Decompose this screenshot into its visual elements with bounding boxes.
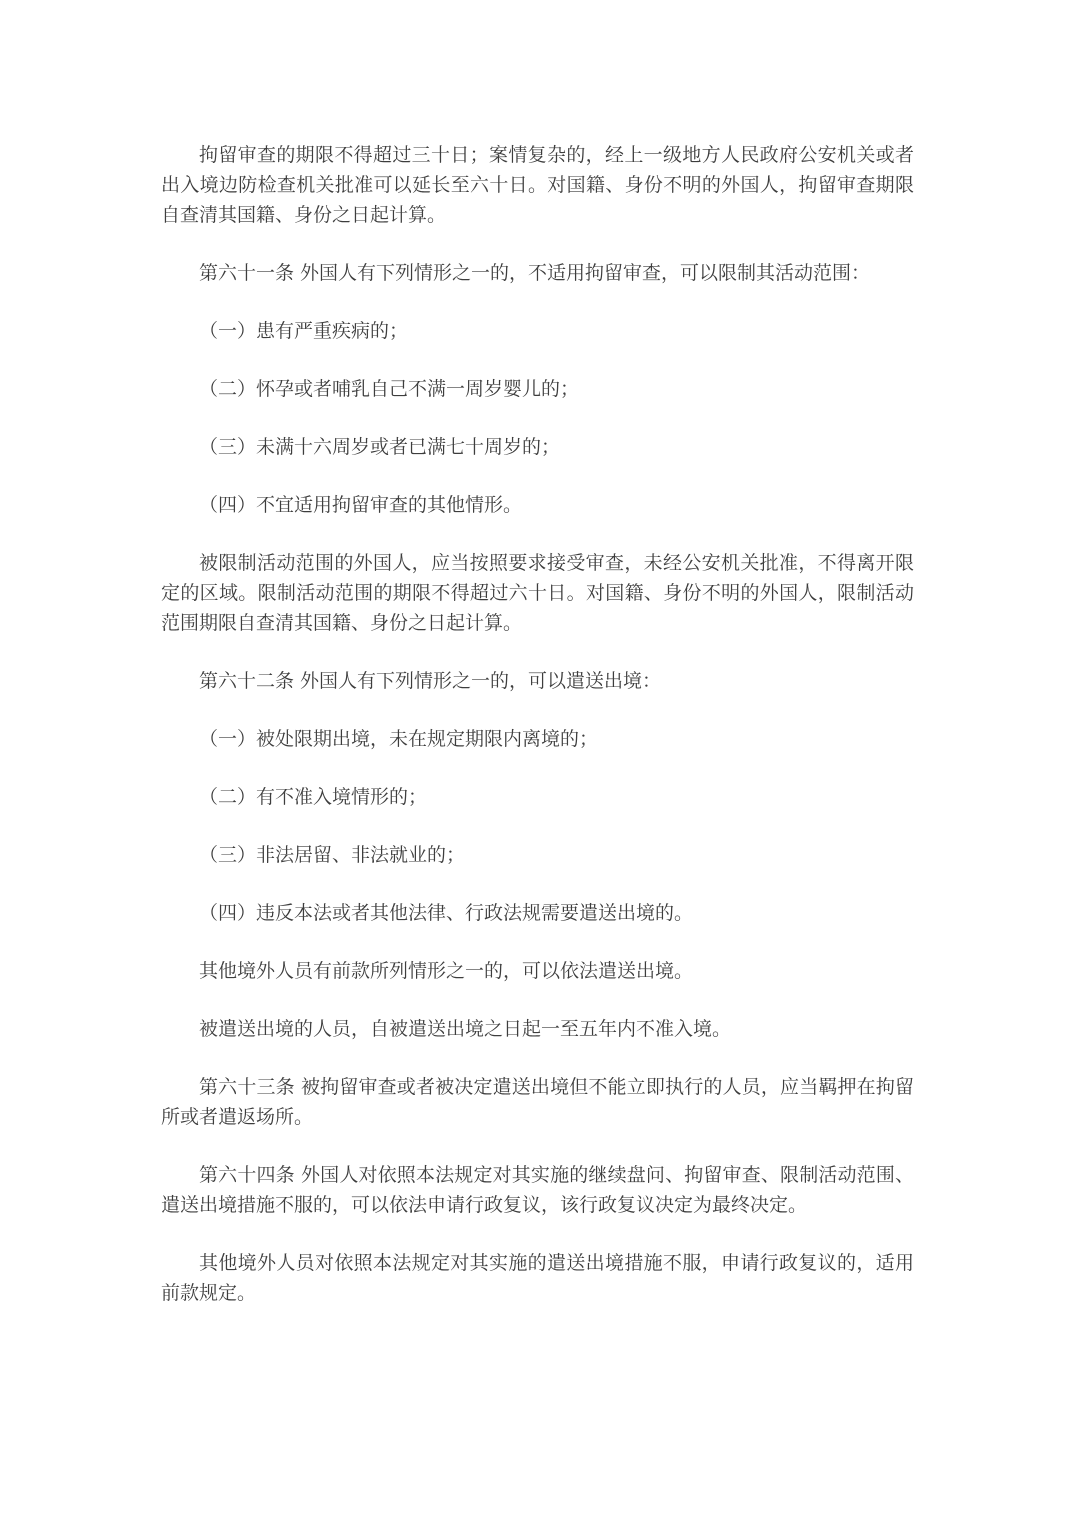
- article-62-item-4: （四）违反本法或者其他法律、行政法规需要遣送出境的。: [199, 902, 694, 924]
- paragraph-detention-review-time-limit: 拘留审查的期限不得超过三十日；案情复杂的，经上一级地方人民政府公安机关或者出入境边防检查机关批准可以延长至六十日。对国籍、身份不明的外国人，拘留审查期限自查清其国籍、身份之日起计算。: [161, 144, 914, 226]
- paragraph-restricted-activity-scope: 被限制活动范围的外国人，应当按照要求接受审查，未经公安机关批准，不得离开限定的区域。限制活动范围的期限不得超过六十日。对国籍、身份不明的外国人，限制活动范围期限自查清其国籍、身份之日起计算。: [161, 552, 914, 634]
- article-62-item-1: （一）被处限期出境，未在规定期限内离境的；: [199, 728, 599, 750]
- article-62-heading: 第六十二条 外国人有下列情形之一的，可以遣送出境：: [199, 670, 662, 692]
- article-61-item-3: （三）未满十六周岁或者已满七十周岁的；: [199, 436, 561, 458]
- article-61-item-2: （二）怀孕或者哺乳自己不满一周岁婴儿的；: [199, 378, 580, 400]
- paragraph-administrative-review-application: 其他境外人员对依照本法规定对其实施的遣送出境措施不服，申请行政复议的，适用前款规定。: [161, 1252, 914, 1304]
- article-62-item-3: （三）非法居留、非法就业的；: [199, 844, 466, 866]
- article-62-item-2: （二）有不准入境情形的；: [199, 786, 428, 808]
- article-64-paragraph: 第六十四条 外国人对依照本法规定对其实施的继续盘问、拘留审查、限制活动范围、遣送出境措施不服的，可以依法申请行政复议，该行政复议决定为最终决定。: [161, 1164, 914, 1216]
- article-61-item-4: （四）不宜适用拘留审查的其他情形。: [199, 494, 523, 516]
- paragraph-other-persons-repatriation: 其他境外人员有前款所列情形之一的，可以依法遣送出境。: [199, 960, 694, 982]
- paragraph-reentry-ban: 被遣送出境的人员，自被遣送出境之日起一至五年内不准入境。: [199, 1018, 732, 1040]
- article-63-paragraph: 第六十三条 被拘留审查或者被决定遣送出境但不能立即执行的人员，应当羁押在拘留所或者遣返场所。: [161, 1076, 914, 1128]
- article-61-item-1: （一）患有严重疾病的；: [199, 320, 409, 342]
- article-61-heading: 第六十一条 外国人有下列情形之一的，不适用拘留审查，可以限制其活动范围：: [199, 262, 871, 284]
